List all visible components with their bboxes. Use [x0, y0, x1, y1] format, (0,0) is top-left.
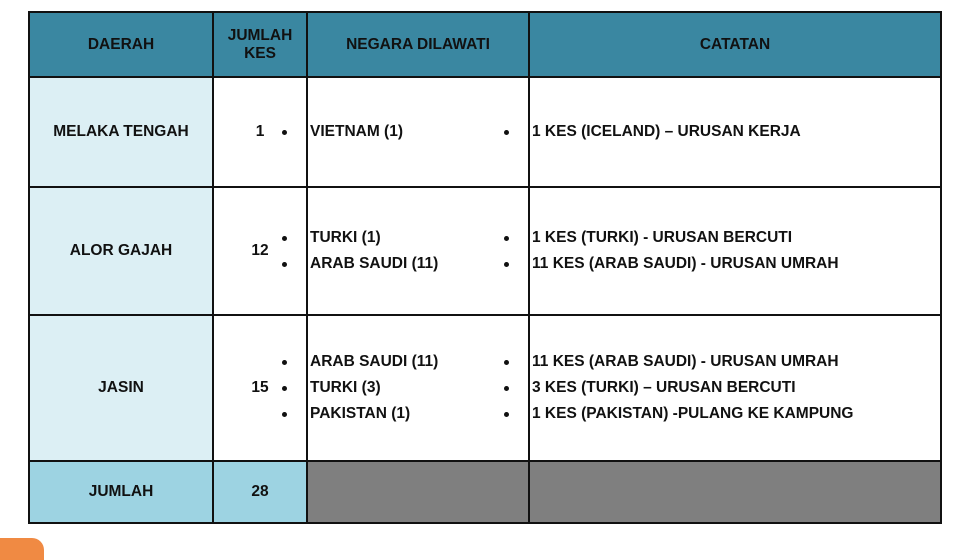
- daerah-cell: MELAKA TENGAH: [29, 77, 213, 187]
- list-item: 1 KES (TURKI) - URUSAN BERCUTI: [532, 228, 940, 248]
- list-item: 3 KES (TURKI) – URUSAN BERCUTI: [532, 378, 940, 398]
- daerah-cell: JASIN: [29, 315, 213, 461]
- negara-cell: [307, 77, 529, 187]
- table-row: [29, 315, 941, 461]
- jumlah-cell: 1: [213, 77, 307, 187]
- header-catatan: CATATAN: [529, 12, 941, 77]
- negara-list: [310, 228, 528, 274]
- list-item: PAKISTAN (1): [310, 404, 528, 424]
- jumlah-cell: 12: [213, 187, 307, 315]
- list-item: TURKI (3): [310, 378, 528, 398]
- list-item: TURKI (1): [310, 228, 528, 248]
- header-jumlah-kes: [213, 12, 307, 77]
- total-row: [29, 461, 941, 523]
- jumlah-cell: 15: [213, 315, 307, 461]
- list-item: 1 KES (ICELAND) – URUSAN KERJA: [532, 122, 940, 142]
- list-item: ARAB SAUDI (11): [310, 352, 528, 372]
- orange-corner-decoration: [0, 538, 44, 560]
- list-item: 11 KES (ARAB SAUDI) - URUSAN UMRAH: [532, 254, 940, 274]
- catatan-list: [532, 352, 940, 424]
- empty-cell: [307, 461, 529, 523]
- list-item: 11 KES (ARAB SAUDI) - URUSAN UMRAH: [532, 352, 940, 372]
- cases-table: [28, 11, 942, 524]
- table-row: [29, 77, 941, 187]
- total-label: JUMLAH: [29, 461, 213, 523]
- header-daerah: DAERAH: [29, 12, 213, 77]
- total-value: 28: [213, 461, 307, 523]
- empty-cell: [529, 461, 941, 523]
- catatan-cell: [529, 187, 941, 315]
- catatan-list: [532, 228, 940, 274]
- catatan-list: [532, 122, 940, 142]
- list-item: 1 KES (PAKISTAN) -PULANG KE KAMPUNG: [532, 404, 940, 424]
- negara-list: [310, 352, 528, 424]
- catatan-cell: [529, 77, 941, 187]
- negara-cell: [307, 315, 529, 461]
- table-row: [29, 187, 941, 315]
- list-item: VIETNAM (1): [310, 122, 528, 142]
- header-negara-dilawati: NEGARA DILAWATI: [307, 12, 529, 77]
- list-item: ARAB SAUDI (11): [310, 254, 528, 274]
- negara-list: [310, 122, 528, 142]
- negara-cell: [307, 187, 529, 315]
- header-row: [29, 12, 941, 77]
- catatan-cell: [529, 315, 941, 461]
- header-jumlah-kes-line1: JUMLAH: [227, 26, 293, 44]
- header-jumlah-kes-line2: KES: [244, 44, 276, 62]
- daerah-cell: ALOR GAJAH: [29, 187, 213, 315]
